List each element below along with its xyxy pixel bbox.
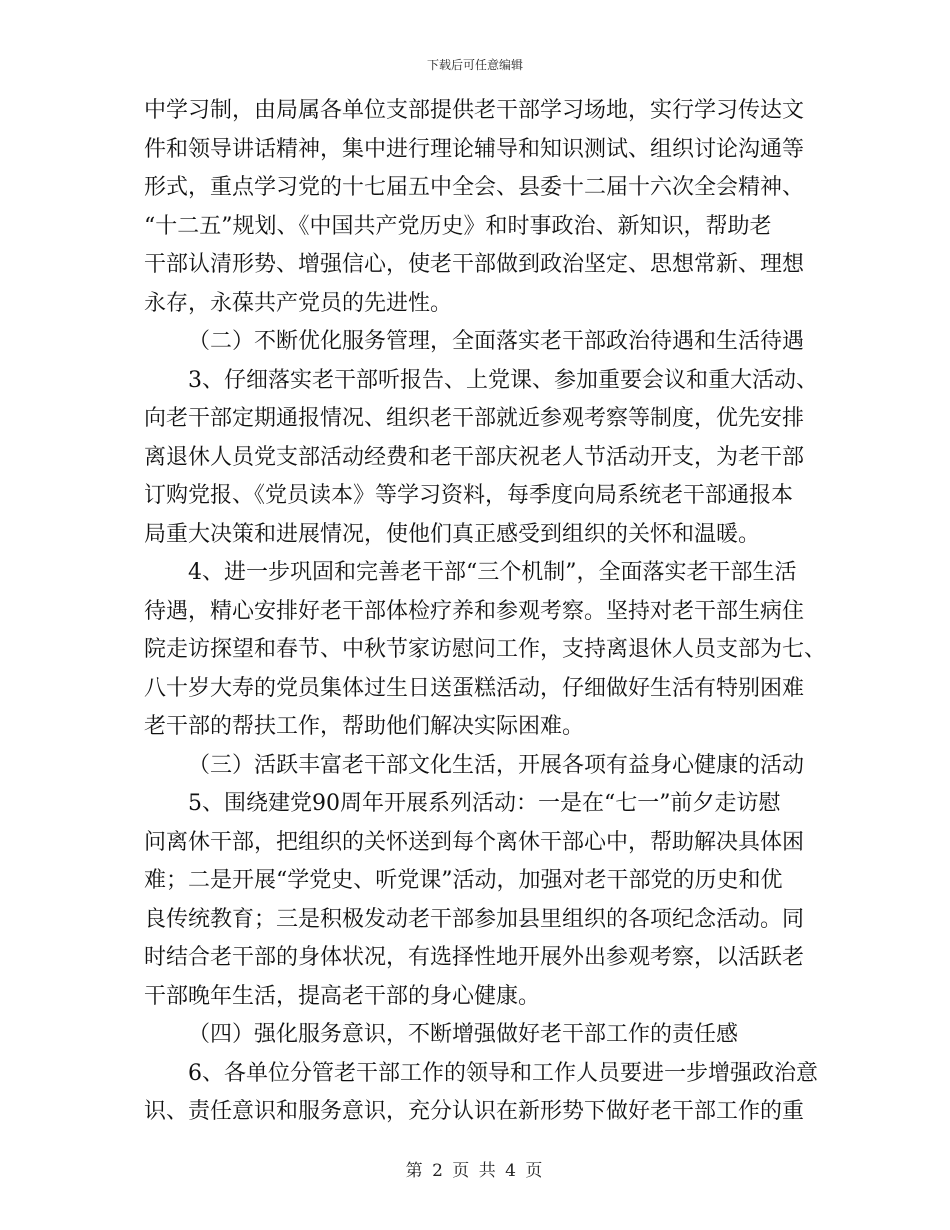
body-line: 八十岁大寿的党员集体过生日送蛋糕活动，仔细做好生活有特别困难 xyxy=(144,675,805,701)
body-line: 中学习制，由局属各单位支部提供老干部学习场地，实行学习传达文 xyxy=(144,98,805,123)
document-body xyxy=(144,92,827,1132)
body-line: 难；二是开展“学党史、听党课”活动，加强对老干部党的历史和优 xyxy=(144,868,783,893)
body-line: 向老干部定期通报情况、组织老干部就近参观考察等制度，优先安排 xyxy=(144,406,805,431)
body-line: 永存，永葆共产党员的先进性。 xyxy=(144,290,453,316)
body-line: 局重大决策和进展情况，使他们真正感受到组织的关怀和温暖。 xyxy=(144,521,761,547)
paragraph-first-line: 6、各单位分管老干部工作的领导和工作人员要进一步增强政治意 xyxy=(188,1060,818,1086)
body-line: 待遇，精心安排好老干部体检疗养和参观考察。坚持对老干部生病住 xyxy=(144,598,805,624)
page-header: 下载后可任意编辑 xyxy=(426,58,523,72)
section-heading: （四）强化服务意识，不断增强做好老干部工作的责任感 xyxy=(188,1022,739,1047)
body-line: 件和领导讲话精神，集中进行理论辅导和知识测试、组织讨论沟通等 xyxy=(144,136,805,162)
body-line: 问离休干部，把组织的关怀送到每个离休干部心中，帮助解决具体困 xyxy=(144,829,805,855)
body-line: 良传统教育；三是积极发动老干部参加县里组织的各项纪念活动。同 xyxy=(144,906,805,932)
paragraph-first-line: 3、仔细落实老干部听报告、上党课、参加重要会议和重大活动、 xyxy=(188,367,818,393)
body-line: 老干部的帮扶工作，帮助他们解决实际困难。 xyxy=(144,714,585,739)
body-line: “十二五”规划、《中国共产党历史》和时事政治、新知识，帮助老 xyxy=(144,213,772,239)
body-line: 干部晚年生活，提高老干部的身心健康。 xyxy=(144,983,541,1009)
body-line: 订购党报、《党员读本》等学习资料，每季度向局系统老干部通报本 xyxy=(144,483,794,508)
body-line: 形式，重点学习党的十七届五中全会、县委十二届十六次全会精神、 xyxy=(144,175,805,200)
body-line: 院走访探望和春节、中秋节家访慰问工作，支持离退休人员支部为七、 xyxy=(144,637,827,662)
section-heading: （二）不断优化服务管理，全面落实老干部政治待遇和生活待遇 xyxy=(188,329,805,354)
body-line: 离退休人员党支部活动经费和老干部庆祝老人节活动开支，为老干部 xyxy=(144,444,805,470)
paragraph-first-line: 5、围绕建党90周年开展系列活动：一是在“七一”前夕走访慰 xyxy=(188,791,781,816)
section-heading: （三）活跃丰富老干部文化生活，开展各项有益身心健康的活动 xyxy=(188,752,805,778)
paragraph-first-line: 4、进一步巩固和完善老干部“三个机制”，全面落实老干部生活 xyxy=(188,560,797,585)
page-footer: 第 2 页 共 4 页 xyxy=(405,1161,545,1181)
body-line: 干部认清形势、增强信心，使老干部做到政治坚定、思想常新、理想 xyxy=(144,252,805,277)
body-line: 识、责任意识和服务意识，充分认识在新形势下做好老干部工作的重 xyxy=(144,1099,805,1124)
body-line: 时结合老干部的身体状况，有选择性地开展外出参观考察，以活跃老 xyxy=(144,945,805,970)
